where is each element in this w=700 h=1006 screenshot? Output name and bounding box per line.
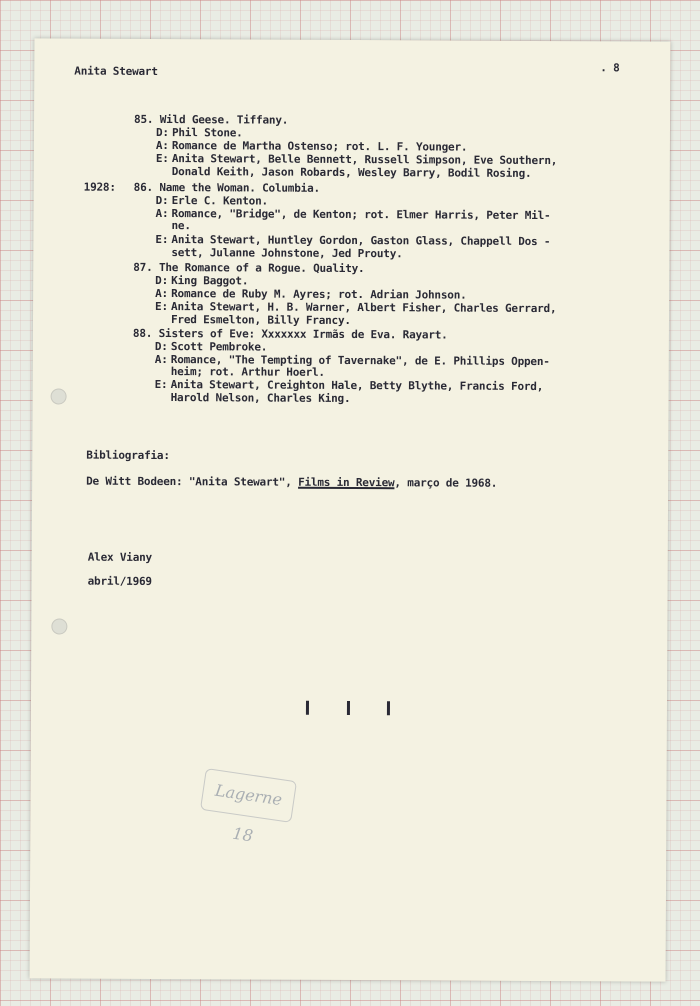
document-page [30,38,671,981]
entry-title: 87. The Romance of a Rogue. Quality. [133,260,365,276]
entry-line: A: Romance, "Bridge", de Kenton; rot. Elmer Harris, Peter Mil- [155,206,551,223]
entry-line: A: Romance de Ruby M. Ayres; rot. Adrian Johnson. [155,286,467,302]
publication-title: Films in Review [298,475,395,490]
entry-line: Harold Nelson, Charles King. [170,391,351,406]
author-name: Alex Viany [87,550,153,564]
entry-line: E: Anita Stewart, Belle Bennett, Russell Simpson, Eve Southern, [155,151,558,168]
entry-title: 85. Wild Geese. Tiffany. [134,112,289,127]
entry-line: A: Romance, "The Tempting of Tavernake", de E. Phillips Oppen- [154,352,550,369]
entry-line: D: Scott Pembroke. [154,339,268,354]
filmography-entry [84,112,644,180]
punch-hole-top [51,388,67,404]
entry-line: ne. [171,219,191,233]
entry-title: 88. Sisters of Eve: Xxxxxxx Irmãs de Eva. Rayart. [132,326,448,342]
filmography-entry [83,260,643,328]
page-number: . 8 [600,61,620,75]
entry-line: D: King Baggot. [155,273,249,288]
entry-line: Fred Esmelton, Billy Francy. [170,313,351,328]
entry-line: E: Anita Stewart, Huntley Gordon, Gaston Glass, Chappell Dos - [155,232,551,249]
bibliography-reference: De Witt Bodeen: "Anita Stewart", Films in Review, março de 1968. [86,474,498,490]
entry-line: Donald Keith, Jason Robards, Wesley Barry, Bodil Rosing. [171,165,532,180]
entry-line: heim; rot. Arthur Hoerl. [170,365,325,379]
header-name: Anita Stewart [74,64,158,78]
end-mark [387,701,390,715]
entry-line: sett, Julanne Johnstone, Jed Prouty. [171,246,403,261]
signature-date: abril/1969 [87,574,152,588]
end-marks [306,700,418,720]
end-mark [306,701,309,715]
entry-year: 1928: [83,180,116,194]
pencil-annotation: Lagerne 18 [200,768,297,823]
bibliography-heading: Bibliografia: [86,448,170,463]
entry-line: E: Anita Stewart, Creighton Hale, Betty Blythe, Francis Ford, [154,377,544,394]
entry-line: A: Romance de Martha Ostenso; rot. L. F. Younger. [155,138,468,154]
entry-line: D: Erle C. Kenton. [155,193,268,208]
entry-title: 86. Name the Woman. Columbia. [133,180,320,195]
punch-hole-bottom [51,618,67,634]
entry-line: E: Anita Stewart, H. B. Warner, Albert Fisher, Charles Gerrard, [155,299,557,316]
entry-line: D: Phil Stone. [155,125,243,140]
filmography-entry [83,326,643,406]
end-mark [347,701,350,715]
filmography-entry [83,180,644,261]
